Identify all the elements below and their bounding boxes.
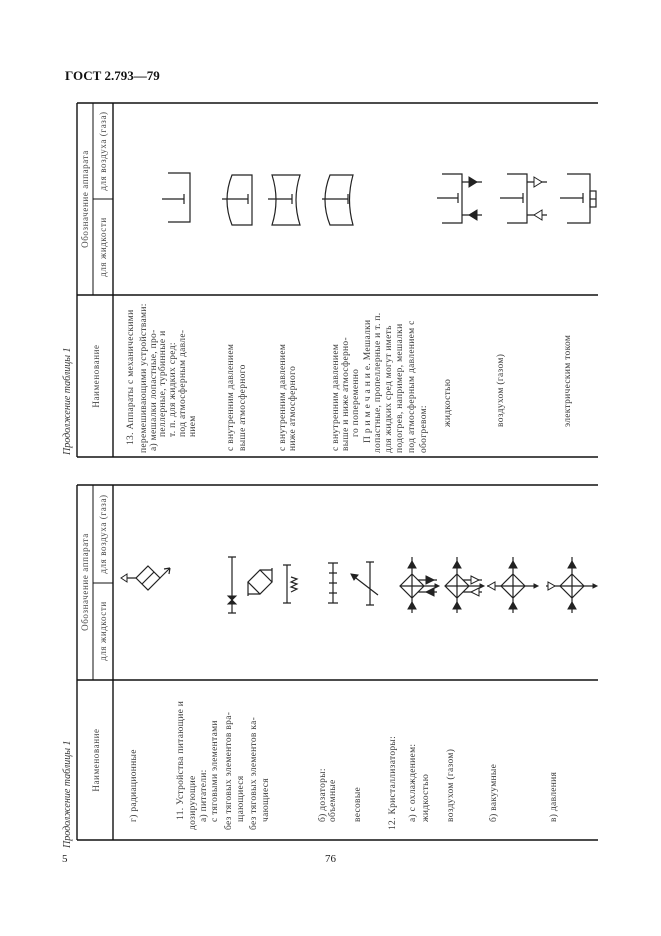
name-line: жидкостью	[443, 378, 453, 427]
feeder-traction-icon	[228, 557, 236, 613]
name-line: выше атмосферного	[238, 364, 248, 451]
crystallizer-vacuum-icon	[487, 557, 538, 613]
name-line: подогрев, например, мешалки	[395, 323, 405, 453]
name-line: с тяговыми элементами	[210, 720, 220, 822]
name-line: под атмосферным давле-	[178, 329, 188, 437]
name-line: П р и м е ч а н и е. Мешалки	[363, 319, 373, 443]
left-table-names	[128, 701, 559, 830]
side-number: 5	[62, 853, 68, 865]
name-line: с внутренним давлением	[226, 343, 236, 451]
name-line: го попеременно	[351, 368, 361, 437]
right-header-name: Наименование	[91, 344, 101, 408]
stirrer-over-pressure-icon	[222, 175, 252, 225]
stirrer-air-heating-icon	[500, 174, 547, 223]
stirrer-liquid-heating-icon	[437, 174, 482, 223]
name-line: без тяговых элементов ка-	[249, 716, 259, 830]
name-line: с внутренним давлением	[331, 343, 341, 451]
crystallizer-pressure-icon	[546, 557, 597, 613]
name-line: выше и ниже атмосферно-	[341, 337, 351, 451]
name-line: объемные	[328, 779, 338, 822]
left-table-caption: Продолжение таблицы 1	[62, 740, 73, 848]
stirrer-alternating-pressure-icon	[322, 175, 353, 225]
name-line: пеллерные, турбинные и	[158, 330, 168, 437]
name-line: воздухом (газом)	[446, 748, 456, 822]
feeder-oscillating-icon	[283, 565, 297, 603]
name-line: а) питатели:	[199, 769, 209, 822]
crystallizer-air-icon	[445, 557, 484, 613]
right-table-names	[126, 303, 573, 453]
name-line: б) дозаторы:	[318, 768, 328, 822]
name-line: весовые	[353, 786, 363, 822]
feeder-rotating-icon	[248, 568, 272, 596]
right-header-symbol: Обозначение аппарата	[80, 150, 90, 248]
weight-doser-icon	[351, 562, 378, 605]
name-line: чающиеся	[261, 778, 271, 822]
standard-title: ГОСТ 2.793—79	[65, 68, 160, 83]
radiation-apparatus-icon	[121, 566, 170, 590]
right-header-liquid: для жидкости	[98, 217, 108, 277]
left-header-liquid: для жидкости	[98, 601, 108, 661]
name-line: дозирующие	[188, 775, 198, 830]
right-table-caption: Продолжение таблицы 1	[62, 347, 73, 455]
crystallizer-liquid-icon	[400, 557, 439, 613]
name-line: 12. Кристаллизаторы:	[388, 735, 398, 830]
volumetric-doser-icon	[328, 563, 338, 603]
name-line: 13. Аппараты с механическими	[126, 309, 136, 445]
name-line: обогревом:	[419, 405, 429, 453]
name-line: в) давления	[549, 771, 559, 822]
name-line: без тяговых элементов вра-	[224, 711, 234, 830]
name-line: а) с охлаждением:	[408, 743, 418, 822]
name-line: г) радиационные	[129, 749, 139, 822]
crystallizer-symbols	[400, 557, 597, 613]
stirrer-electric-heating-icon	[560, 174, 596, 223]
name-line: под атмосферным давлением с	[407, 320, 417, 453]
name-line: 11. Устройства питающие и	[176, 700, 186, 820]
name-line: щающиеся	[236, 775, 246, 822]
left-header-air: для воздуха (газа)	[98, 494, 108, 574]
name-line: нием	[188, 415, 198, 437]
name-line: электрическим током	[563, 334, 573, 427]
right-header-air: для воздуха (газа)	[98, 111, 108, 191]
name-line: воздухом (газом)	[496, 353, 506, 427]
name-line: перемешивающими устройствами:	[139, 303, 149, 453]
name-line: жидкостью	[421, 773, 431, 822]
name-line: для жидких сред могут иметь	[384, 325, 394, 453]
stirrer-vacuum-icon	[268, 175, 300, 225]
left-header-symbol: Обозначение аппарата	[80, 533, 90, 631]
name-line: б) вакуумные	[489, 763, 499, 822]
left-header-name: Наименование	[91, 728, 101, 792]
page-number: 76	[325, 853, 336, 865]
name-line: а) мешалки лопастные, про-	[149, 329, 159, 451]
stirrer-open-icon	[162, 173, 190, 222]
name-line: т. п. для жидких сред:	[168, 342, 178, 437]
name-line: ниже атмосферного	[288, 365, 298, 451]
name-line: лопастные, пропеллерные и т. п.	[373, 312, 383, 453]
name-line: с внутренним давлением	[278, 343, 288, 451]
